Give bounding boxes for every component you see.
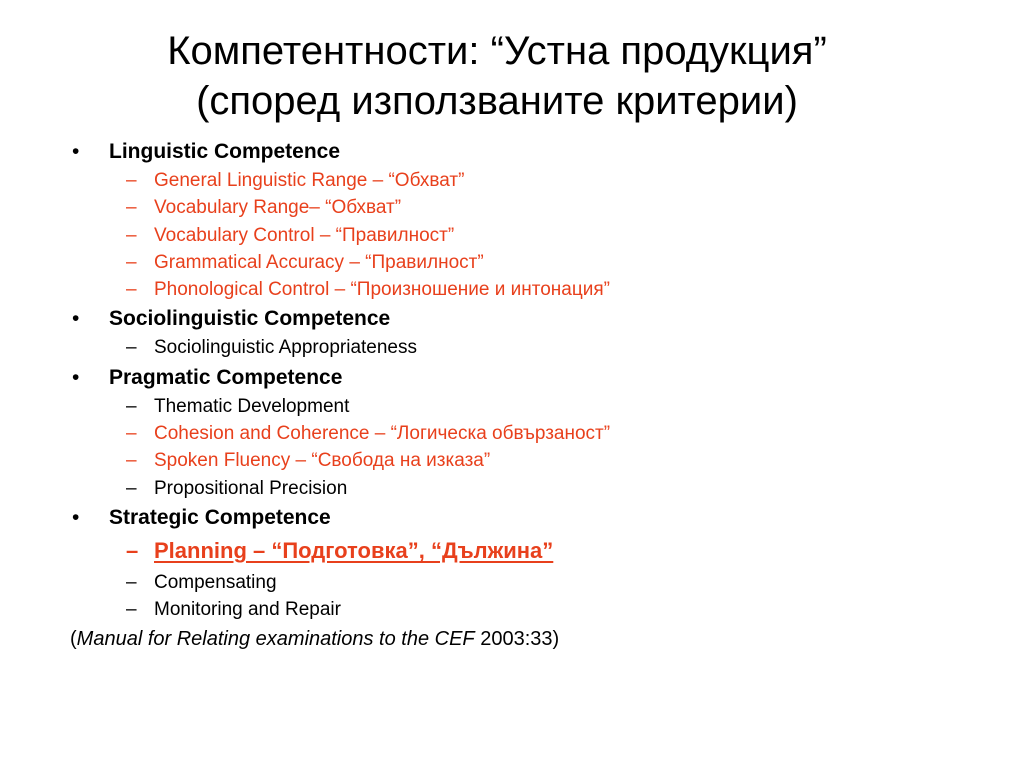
- sub-item-text: Sociolinguistic Appropriateness: [154, 337, 417, 359]
- section-heading-text: Strategic Competence: [109, 505, 331, 529]
- sub-item: [0, 393, 1024, 420]
- sub-item-text: Vocabulary Range– “Обхват”: [154, 197, 402, 219]
- dash-icon: –: [126, 537, 139, 563]
- sub-item-text: Compensating: [154, 571, 277, 593]
- sub-item: [0, 249, 1024, 276]
- dash-icon: –: [126, 170, 137, 191]
- section-heading-text: Pragmatic Competence: [109, 365, 343, 389]
- sub-item-text: Grammatical Accuracy – “Правилност”: [154, 251, 484, 273]
- sub-item: [0, 222, 1024, 249]
- bullet-icon: •: [72, 505, 80, 529]
- sub-item: [0, 276, 1024, 303]
- section-heading: [0, 502, 1024, 533]
- dash-icon: –: [126, 477, 137, 499]
- sub-item: [0, 533, 1024, 569]
- sub-item: [0, 447, 1024, 474]
- dash-icon: –: [126, 395, 137, 417]
- title-line-2: (според използваните критерии): [196, 79, 798, 123]
- sub-item-text: Spoken Fluency – “Свобода на изказа”: [154, 450, 491, 472]
- citation-open: (: [70, 627, 77, 650]
- bullet-icon: •: [72, 307, 80, 331]
- sub-item: [0, 167, 1024, 194]
- sub-item: [0, 334, 1024, 361]
- dash-icon: –: [126, 279, 137, 301]
- slide-title: [0, 26, 994, 126]
- sub-item-text: Propositional Precision: [154, 477, 348, 499]
- bullet-list: [0, 136, 1024, 654]
- section-heading: [0, 362, 1024, 393]
- dash-icon: –: [126, 423, 137, 445]
- sub-item: [0, 420, 1024, 447]
- citation-reference: 2003:33): [474, 627, 560, 650]
- dash-icon: –: [126, 337, 137, 359]
- sub-item-text: Thematic Development: [154, 395, 350, 417]
- dash-icon: –: [126, 251, 137, 273]
- sub-item-text: Planning – “Подготовка”, “Дължина”: [154, 537, 554, 563]
- sub-item-text: Monitoring and Repair: [154, 599, 341, 621]
- dash-icon: –: [126, 571, 137, 593]
- section-heading-text: Linguistic Competence: [109, 140, 341, 163]
- section-heading: [0, 303, 1024, 334]
- sub-item: [0, 596, 1024, 623]
- sub-item: [0, 569, 1024, 596]
- citation: [0, 624, 1024, 654]
- sub-item-text: Vocabulary Control – “Правилност”: [154, 224, 455, 246]
- dash-icon: –: [126, 599, 137, 621]
- sub-item-text: General Linguistic Range – “Обхват”: [154, 170, 465, 191]
- citation-source-title: Manual for Relating examinations to the CEF: [76, 627, 475, 650]
- sub-item: [0, 194, 1024, 221]
- sub-item-text: Cohesion and Coherence – “Логическа обвързаност”: [154, 423, 611, 445]
- section-heading: [0, 136, 1024, 167]
- dash-icon: –: [126, 224, 137, 246]
- sub-item: [0, 475, 1024, 502]
- section-heading-text: Sociolinguistic Competence: [109, 307, 391, 331]
- bullet-icon: •: [72, 140, 80, 163]
- title-line-1: Компетентности: “Устна продукция”: [167, 29, 827, 73]
- sub-item-text: Phonological Control – “Произношение и интонация”: [154, 279, 610, 301]
- dash-icon: –: [126, 197, 137, 219]
- bullet-icon: •: [72, 365, 80, 389]
- dash-icon: –: [126, 450, 137, 472]
